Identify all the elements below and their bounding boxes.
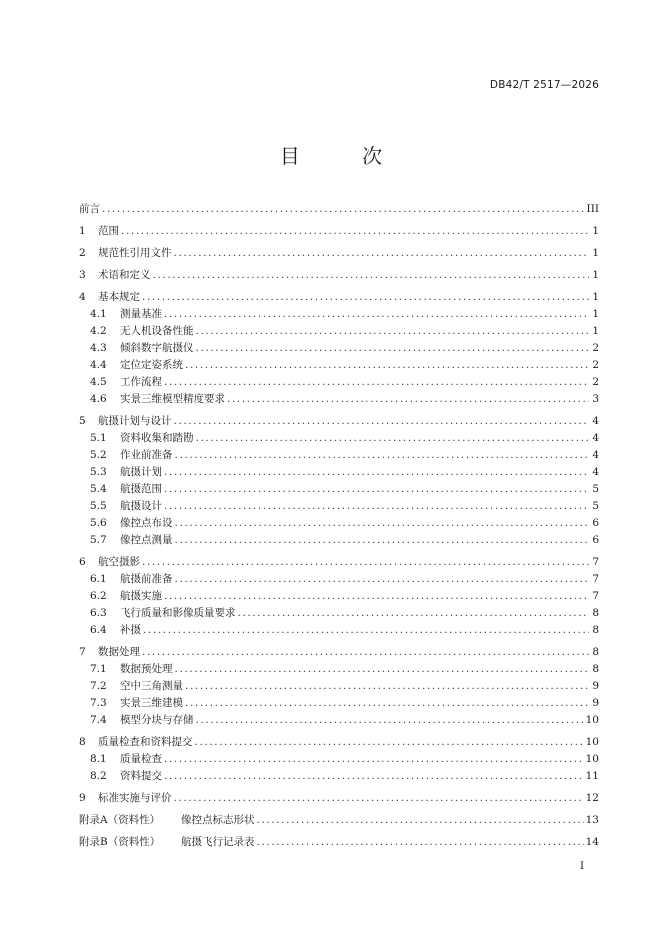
toc-entry-number: 7.2 <box>90 680 107 692</box>
toc-entry-text <box>79 430 194 447</box>
toc-entry-label: 像控点测量 <box>120 534 173 546</box>
toc-entry[interactable] <box>79 605 599 622</box>
toc-entry-number: 4.4 <box>90 359 107 371</box>
toc-entry-page: 6 <box>592 534 599 546</box>
toc-entry[interactable] <box>79 464 599 481</box>
toc-entry-page: 7 <box>592 590 599 602</box>
toc-entry-text <box>79 340 194 357</box>
toc-entry-page: 3 <box>592 393 599 405</box>
toc-entry-number: 8.2 <box>90 770 107 782</box>
toc-entry[interactable] <box>79 201 599 218</box>
toc-entry-text <box>79 790 172 807</box>
toc-entry-label: 数据处理 <box>98 646 140 658</box>
toc-entry-label: 像控点布设 <box>120 517 173 529</box>
toc-entry-text <box>79 357 183 374</box>
toc-entry-text <box>79 498 162 515</box>
toc-entry[interactable] <box>79 447 599 464</box>
toc-entry-page: 4 <box>592 466 599 478</box>
toc-entry-number: 7 <box>79 646 86 658</box>
toc-entry-label: 空中三角测量 <box>120 680 183 692</box>
toc-entry-page: III <box>586 203 599 215</box>
toc-entry-label: 航摄实施 <box>120 590 162 602</box>
toc-entry-label: 资料提交 <box>120 770 162 782</box>
dot-leader <box>102 201 585 218</box>
toc-entry-label: 作业前准备 <box>120 449 173 461</box>
dot-leader <box>164 464 589 481</box>
dot-leader <box>185 678 589 695</box>
toc-entry-text <box>79 289 140 306</box>
toc-entry-page: 8 <box>592 624 599 636</box>
toc-entry-label: 航摄前准备 <box>120 573 173 585</box>
toc-entry-number: 5.6 <box>90 517 107 529</box>
toc-entry-page: 12 <box>585 792 599 804</box>
toc-entry-label: 标准实施与评价 <box>98 792 172 804</box>
toc-entry-label: 航空摄影 <box>98 556 140 568</box>
toc-entry[interactable] <box>79 245 599 262</box>
toc-entry-number: 5.7 <box>90 534 107 546</box>
toc-entry-page: 8 <box>592 646 599 658</box>
toc-entry-number: 6.3 <box>90 607 107 619</box>
toc-entry[interactable] <box>79 532 599 549</box>
toc-entry-number: 6.1 <box>90 573 107 585</box>
toc-entry-page: 4 <box>592 432 599 444</box>
toc-entry-number: 5.2 <box>90 449 107 461</box>
toc-entry-label: 无人机设备性能 <box>120 325 194 337</box>
toc-entry[interactable] <box>79 430 599 447</box>
dot-leader <box>257 834 584 851</box>
toc-entry-page: 2 <box>592 342 599 354</box>
toc-entry-label: 范围 <box>98 225 119 237</box>
toc-entry-page: 7 <box>592 556 599 568</box>
toc-entry-text <box>79 622 141 639</box>
toc-entry-text <box>79 223 119 240</box>
toc-entry-label: 飞行质量和影像质量要求 <box>120 607 236 619</box>
toc-entry[interactable] <box>79 515 599 532</box>
toc-entry-text <box>79 306 162 323</box>
dot-leader <box>174 245 590 262</box>
toc-entry-number: 5.5 <box>90 500 107 512</box>
toc-entry-number: 5.3 <box>90 466 107 478</box>
page-title: 目 次 <box>279 144 411 168</box>
toc-entry[interactable] <box>79 812 599 829</box>
toc-entry-label: 测量基准 <box>120 308 162 320</box>
toc-entry-page: 6 <box>592 517 599 529</box>
toc-entry-page: 5 <box>592 483 599 495</box>
toc-entry-number: 5 <box>79 415 86 427</box>
toc-entry-page: 8 <box>592 607 599 619</box>
toc-entry[interactable] <box>79 571 599 588</box>
toc-entry-number: 6.4 <box>90 624 107 636</box>
toc-entry-label: 资料收集和踏勘 <box>120 432 194 444</box>
toc-entry-number: 4.6 <box>90 393 107 405</box>
toc-entry-number: 8.1 <box>90 753 107 765</box>
toc-entry-page: 10 <box>585 753 599 765</box>
dot-leader <box>238 605 590 622</box>
toc-entry-number: 5.1 <box>90 432 107 444</box>
toc-entry-number: 1 <box>79 225 86 237</box>
toc-entry-number: 附录B（资料性） <box>79 836 161 848</box>
toc-entry-number: 7.4 <box>90 714 107 726</box>
toc-entry-page: 4 <box>592 415 599 427</box>
toc-entry-label: 基本规定 <box>98 291 140 303</box>
toc-entry[interactable] <box>79 622 599 639</box>
dot-leader <box>164 751 584 768</box>
toc-entry-text <box>79 588 162 605</box>
toc-entry-number: 4.2 <box>90 325 107 337</box>
toc-entry-text <box>79 464 162 481</box>
dot-leader <box>196 712 584 729</box>
toc-entry[interactable] <box>79 751 599 768</box>
dot-leader <box>185 357 589 374</box>
toc-entry-page: 9 <box>592 697 599 709</box>
toc-entry[interactable] <box>79 481 599 498</box>
toc-entry-page: 1 <box>592 291 599 303</box>
toc-entry-page: 2 <box>592 376 599 388</box>
dot-leader <box>227 391 589 408</box>
toc-entry-number: 4.1 <box>90 308 107 320</box>
toc-entry-label: 规范性引用文件 <box>98 247 172 259</box>
toc-entry[interactable] <box>79 289 599 306</box>
standard-code: DB42/T 2517—2026 <box>489 79 599 91</box>
toc-entry-page: 1 <box>592 325 599 337</box>
toc-entry-page: 1 <box>592 247 599 259</box>
dot-leader <box>164 481 589 498</box>
toc-entry-text <box>79 323 194 340</box>
table-of-contents <box>79 201 599 851</box>
toc-entry-page: 7 <box>592 573 599 585</box>
toc-entry-label: 航摄计划与设计 <box>98 415 172 427</box>
toc-entry[interactable] <box>79 588 599 605</box>
dot-leader <box>175 532 590 549</box>
toc-entry[interactable] <box>79 554 599 571</box>
toc-entry-text <box>79 678 183 695</box>
toc-entry[interactable] <box>79 834 599 851</box>
toc-entry[interactable] <box>79 391 599 408</box>
toc-entry-text <box>79 768 162 785</box>
toc-entry-label: 定位定姿系统 <box>120 359 183 371</box>
toc-entry-label: 像控点标志形状 <box>181 814 255 826</box>
toc-entry-text <box>79 751 162 768</box>
page-number: I <box>580 861 584 872</box>
toc-entry-text <box>79 571 173 588</box>
toc-entry-label: 质量检查 <box>120 753 162 765</box>
toc-entry-page: 9 <box>592 680 599 692</box>
dot-leader <box>185 695 589 712</box>
toc-entry-page: 1 <box>592 225 599 237</box>
dot-leader <box>164 768 584 785</box>
toc-entry-number: 9 <box>79 792 86 804</box>
toc-entry-number: 7.3 <box>90 697 107 709</box>
toc-entry-page: 1 <box>592 269 599 281</box>
toc-entry-label: 航摄范围 <box>120 483 162 495</box>
toc-entry-text <box>79 644 140 661</box>
toc-entry[interactable] <box>79 695 599 712</box>
toc-entry-number: 8 <box>79 736 86 748</box>
toc-entry[interactable] <box>79 374 599 391</box>
toc-entry-text <box>79 812 255 829</box>
toc-entry-label: 术语和定义 <box>98 269 151 281</box>
toc-entry-text <box>79 245 172 262</box>
toc-entry-number: 2 <box>79 247 86 259</box>
toc-entry-text <box>79 712 194 729</box>
toc-entry-label: 航摄计划 <box>120 466 162 478</box>
toc-entry-label: 质量检查和资料提交 <box>98 736 193 748</box>
dot-leader <box>164 374 589 391</box>
toc-entry-page: 14 <box>585 836 599 848</box>
toc-entry-label: 工作流程 <box>120 376 162 388</box>
toc-entry[interactable] <box>79 413 599 430</box>
toc-entry-page: 2 <box>592 359 599 371</box>
toc-entry[interactable] <box>79 306 599 323</box>
toc-entry-text <box>79 374 162 391</box>
toc-entry-number: 3 <box>79 269 86 281</box>
toc-entry-text <box>79 515 173 532</box>
toc-entry[interactable] <box>79 323 599 340</box>
toc-entry-number: 4 <box>79 291 86 303</box>
toc-entry-label: 补摄 <box>120 624 141 636</box>
toc-entry-text <box>79 734 193 751</box>
dot-leader <box>257 812 584 829</box>
toc-entry-number: 4.3 <box>90 342 107 354</box>
toc-entry[interactable] <box>79 340 599 357</box>
toc-entry-label: 航摄设计 <box>120 500 162 512</box>
dot-leader <box>174 413 590 430</box>
toc-entry-label: 实景三维模型精度要求 <box>120 393 225 405</box>
toc-entry-text <box>79 532 173 549</box>
toc-entry-label: 航摄飞行记录表 <box>181 836 255 848</box>
dot-leader <box>175 571 590 588</box>
toc-entry[interactable] <box>79 768 599 785</box>
dot-leader <box>143 622 589 639</box>
toc-entry-text <box>79 267 151 284</box>
toc-entry-label: 模型分块与存储 <box>120 714 194 726</box>
toc-entry-text <box>79 201 100 218</box>
toc-entry-page: 5 <box>592 500 599 512</box>
toc-entry-label: 倾斜数字航摄仪 <box>120 342 194 354</box>
dot-leader <box>142 554 589 571</box>
dot-leader <box>164 306 589 323</box>
toc-entry-page: 8 <box>592 663 599 675</box>
dot-leader <box>142 289 589 306</box>
toc-entry[interactable] <box>79 734 599 751</box>
toc-entry-page: 10 <box>585 714 599 726</box>
toc-entry-text <box>79 834 255 851</box>
toc-entry-text <box>79 413 172 430</box>
toc-entry-number: 附录A（资料性） <box>79 814 161 826</box>
dot-leader <box>175 447 590 464</box>
toc-entry-number: 6.2 <box>90 590 107 602</box>
toc-entry-number: 4.5 <box>90 376 107 388</box>
toc-entry-text <box>79 695 183 712</box>
dot-leader <box>164 498 589 515</box>
dot-leader <box>195 734 584 751</box>
dot-leader <box>164 588 589 605</box>
toc-entry-text <box>79 391 225 408</box>
toc-entry[interactable] <box>79 661 599 678</box>
toc-entry-page: 1 <box>592 308 599 320</box>
dot-leader <box>196 430 590 447</box>
toc-entry-number: 6 <box>79 556 86 568</box>
dot-leader <box>196 340 590 357</box>
dot-leader <box>121 223 589 240</box>
toc-entry-text <box>79 554 140 571</box>
toc-entry-text <box>79 447 173 464</box>
toc-entry-label: 实景三维建模 <box>120 697 183 709</box>
toc-entry-text <box>79 661 173 678</box>
dot-leader <box>196 323 590 340</box>
toc-entry-number: 7.1 <box>90 663 107 675</box>
dot-leader <box>174 790 584 807</box>
toc-entry[interactable] <box>79 678 599 695</box>
toc-entry-text <box>79 605 236 622</box>
toc-entry-page: 11 <box>585 770 599 782</box>
dot-leader <box>175 661 590 678</box>
toc-entry-page: 10 <box>585 736 599 748</box>
toc-entry-label: 前言 <box>79 203 100 215</box>
dot-leader <box>153 267 590 284</box>
toc-entry[interactable] <box>79 498 599 515</box>
dot-leader <box>175 515 590 532</box>
toc-entry-text <box>79 481 162 498</box>
toc-entry-page: 4 <box>592 449 599 461</box>
toc-entry[interactable] <box>79 267 599 284</box>
toc-entry[interactable] <box>79 357 599 374</box>
toc-entry[interactable] <box>79 790 599 807</box>
toc-entry-label: 数据预处理 <box>120 663 173 675</box>
toc-entry-number: 5.4 <box>90 483 107 495</box>
toc-entry[interactable] <box>79 223 599 240</box>
toc-entry[interactable] <box>79 712 599 729</box>
toc-entry[interactable] <box>79 644 599 661</box>
toc-entry-page: 13 <box>585 814 599 826</box>
dot-leader <box>142 644 589 661</box>
